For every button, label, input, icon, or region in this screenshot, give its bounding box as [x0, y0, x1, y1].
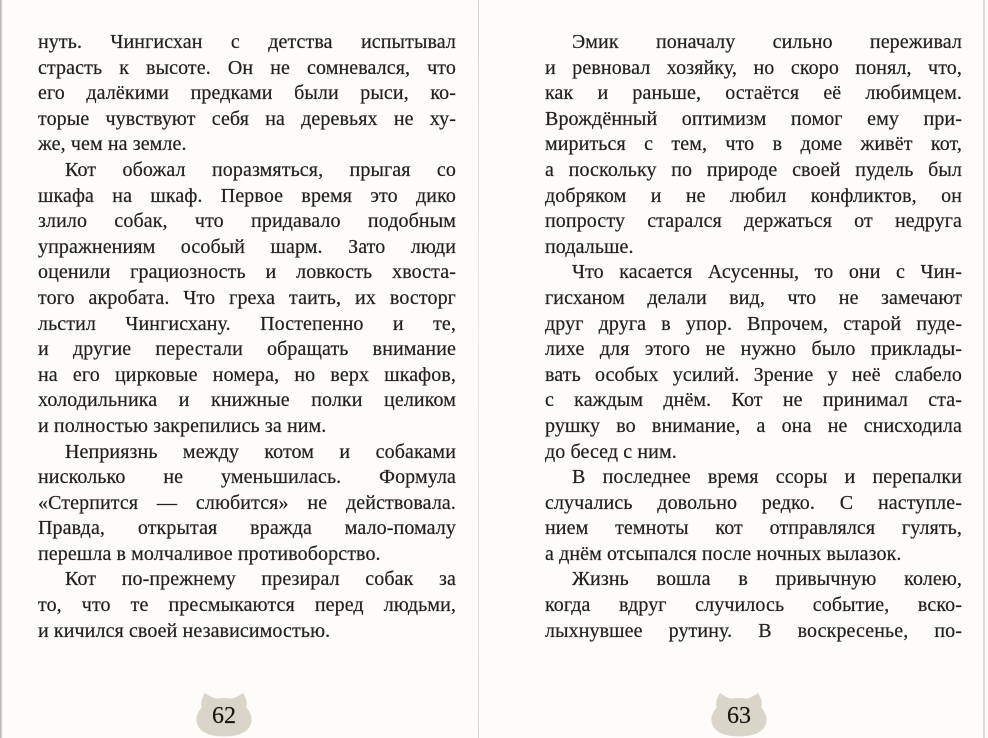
text-line: когда вдруг случилось событие, вско-	[545, 594, 962, 617]
scan-edge-left	[0, 0, 3, 738]
page-number: 62	[212, 703, 236, 729]
text-line: до бесед с ним.	[545, 440, 677, 463]
text-line: случались довольно редко. С наступле-	[545, 491, 962, 514]
text-line: Жизнь вошла в привычную колею,	[572, 568, 962, 591]
text-line: с каждым днём. Кот не принимал ста-	[545, 389, 962, 412]
text-line: льстил Чингисхану. Постепенно и те,	[38, 312, 456, 335]
text-line: холодильника и книжные полки целиком	[38, 389, 456, 412]
text-line: того акробата. Что греха таить, их восторг	[38, 286, 456, 309]
text-line: то, что те пресмыкаются перед людьми,	[38, 594, 456, 617]
text-line: добряком и не любил конфликтов, он	[545, 184, 962, 207]
text-line: и другие перестали обращать внимание	[38, 338, 456, 361]
book-page-right-text	[545, 30, 962, 644]
text-line: страсть к высоте. Он не сомневался, что	[38, 56, 456, 79]
page-number-badge-right	[707, 690, 771, 738]
text-line: на его цирковые номера, но верх шкафов,	[38, 363, 456, 386]
text-line: шкафа на шкаф. Первое время это дико	[38, 184, 456, 207]
text-line: попросту старался держаться от недруга	[545, 210, 962, 233]
text-line: нисколько не уменьшилась. Формула	[38, 466, 456, 489]
text-line: лихе для этого не нужно было приклады-	[545, 338, 962, 361]
text-line: его далёкими предками были рыси, ко-	[38, 82, 456, 105]
text-line: перешла в молчаливое противоборство.	[38, 542, 381, 565]
scan-edge-right	[983, 0, 985, 738]
text-line: и полностью закрепились за ним.	[38, 414, 327, 437]
text-line: друг друга в упор. Впрочем, старой пуде-	[545, 312, 962, 335]
text-line: «Стерпится — слюбится» не действовала.	[38, 491, 456, 514]
text-line: злило собак, что придавало подобным	[38, 210, 456, 233]
text-line: упражнениям особый шарм. Зато люди	[38, 235, 456, 258]
text-line: гисханом делали вид, что не замечают	[545, 286, 962, 309]
text-line: а поскольку по природе своей пудель был	[545, 158, 962, 181]
text-line: подальше.	[545, 235, 634, 258]
text-line: вать особых усилий. Зрение у неё слабело	[545, 363, 962, 386]
text-line: лыхнувшее рутину. В воскресенье, по-	[545, 619, 962, 642]
text-line: нием темноты кот отправлялся гулять,	[545, 517, 962, 540]
text-line: рушку во внимание, а она не снисходила	[545, 414, 962, 437]
page-number-badge-left	[192, 690, 256, 738]
text-line: Правда, открытая вражда мало-помалу	[38, 517, 456, 540]
book-page-left-text	[38, 30, 456, 644]
text-line: же, чем на земле.	[38, 133, 187, 156]
text-line: как и раньше, остаётся её любимцем.	[545, 82, 962, 105]
text-line: Кот обожал поразмяться, прыгая со	[65, 158, 456, 181]
text-line: Кот по-прежнему презирал собак за	[65, 568, 456, 591]
text-line: Эмик поначалу сильно переживал	[572, 31, 962, 53]
text-line: Врождённый оптимизм помог ему при-	[545, 107, 962, 130]
text-line: а днём отсыпался после ночных вылазок.	[545, 542, 902, 565]
text-line: мириться с тем, что в доме живёт кот,	[545, 133, 962, 156]
text-line: Что касается Асусенны, то они с Чин-	[572, 261, 962, 284]
page-gutter-line	[478, 0, 479, 738]
text-line: Неприязнь между котом и собаками	[65, 440, 456, 463]
text-line: торые чувствуют себя на деревьях не ху-	[38, 107, 456, 130]
text-line: нуть. Чингисхан с детства испытывал	[38, 31, 456, 53]
page-number: 63	[727, 703, 751, 729]
text-line: В последнее время ссоры и перепалки	[572, 466, 962, 489]
text-line: и ревновал хозяйку, но скоро понял, что,	[545, 56, 962, 79]
text-line: оценили грациозность и ловкость хвоста-	[38, 261, 456, 284]
text-line: и кичился своей независимостью.	[38, 619, 331, 642]
